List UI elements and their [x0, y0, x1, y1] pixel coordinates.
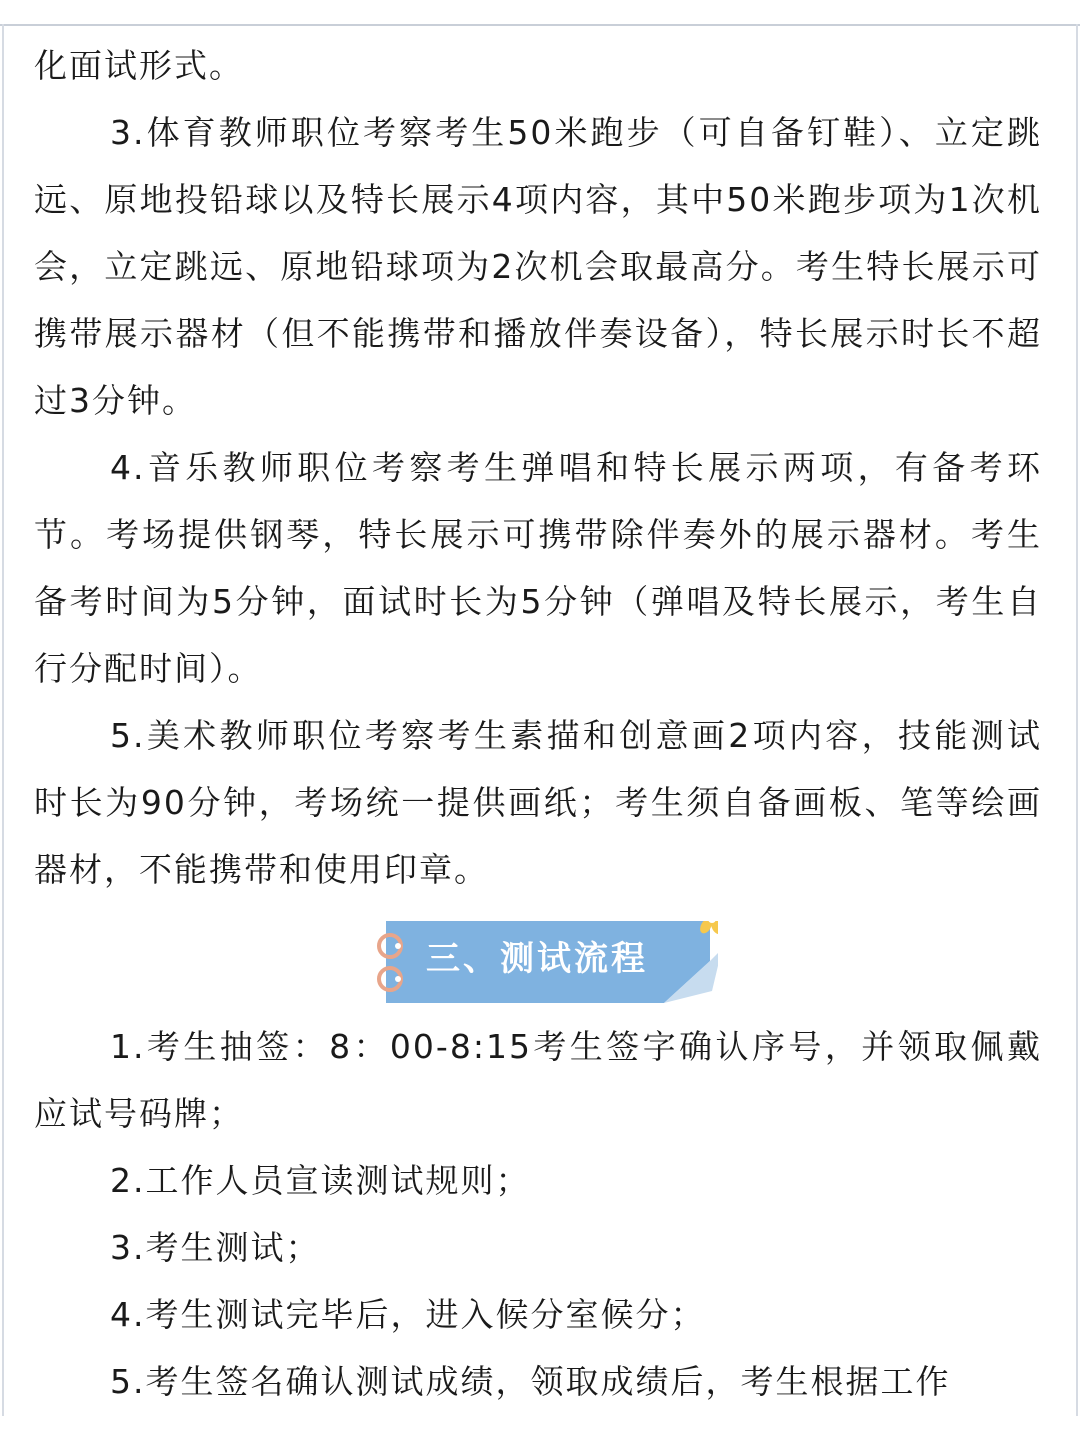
- paragraph-continuation: 化面试形式。: [34, 46, 244, 85]
- section-title: 三、测试流程: [426, 939, 648, 979]
- top-divider: [0, 24, 1080, 26]
- process-list: [34, 1013, 1042, 1415]
- bottom-margin: [0, 1416, 1080, 1440]
- paragraph-music-teacher: 4.音乐教师职位考察考生弹唱和特长展示两项，有备考环节。考场提供钢琴，特长展示可携带除伴奏外的展示器材。考生备考时间为5分钟，面试时长为5分钟（弹唱及特长展示，考生自行分配时间）。: [34, 448, 1042, 688]
- left-border: [2, 24, 4, 1416]
- right-border: [1076, 24, 1078, 1416]
- list-item: 3.考生测试；: [110, 1228, 321, 1267]
- list-item: 5.考生签名确认测试成绩，领取成绩后，考生根据工作: [110, 1362, 951, 1401]
- list-item: 4.考生测试完毕后，进入候分室候分；: [110, 1295, 706, 1334]
- document-body: [34, 32, 1042, 1415]
- section-header-test-process: [34, 903, 1042, 1013]
- list-item: 2.工作人员宣读测试规则；: [110, 1161, 531, 1200]
- paragraph-art-teacher: 5.美术教师职位考察考生素描和创意画2项内容，技能测试时长为90分钟，考场统一提供画纸；考生须自备画板、笔等绘画器材，不能携带和使用印章。: [34, 716, 1042, 889]
- paragraph-pe-teacher: 3.体育教师职位考察考生50米跑步（可自备钉鞋）、立定跳远、原地投铅球以及特长展示4项内容，其中50米跑步项为1次机会，立定跳远、原地铅球项为2次机会取最高分。考生特长展示可携带展示器材（但不能携带和播放伴奏设备），特长展示时长不超过3分钟。: [34, 113, 1042, 420]
- list-item: 1.考生抽签：8：00-8:15考生签字确认序号，并领取佩戴应试号码牌；: [34, 1027, 1042, 1133]
